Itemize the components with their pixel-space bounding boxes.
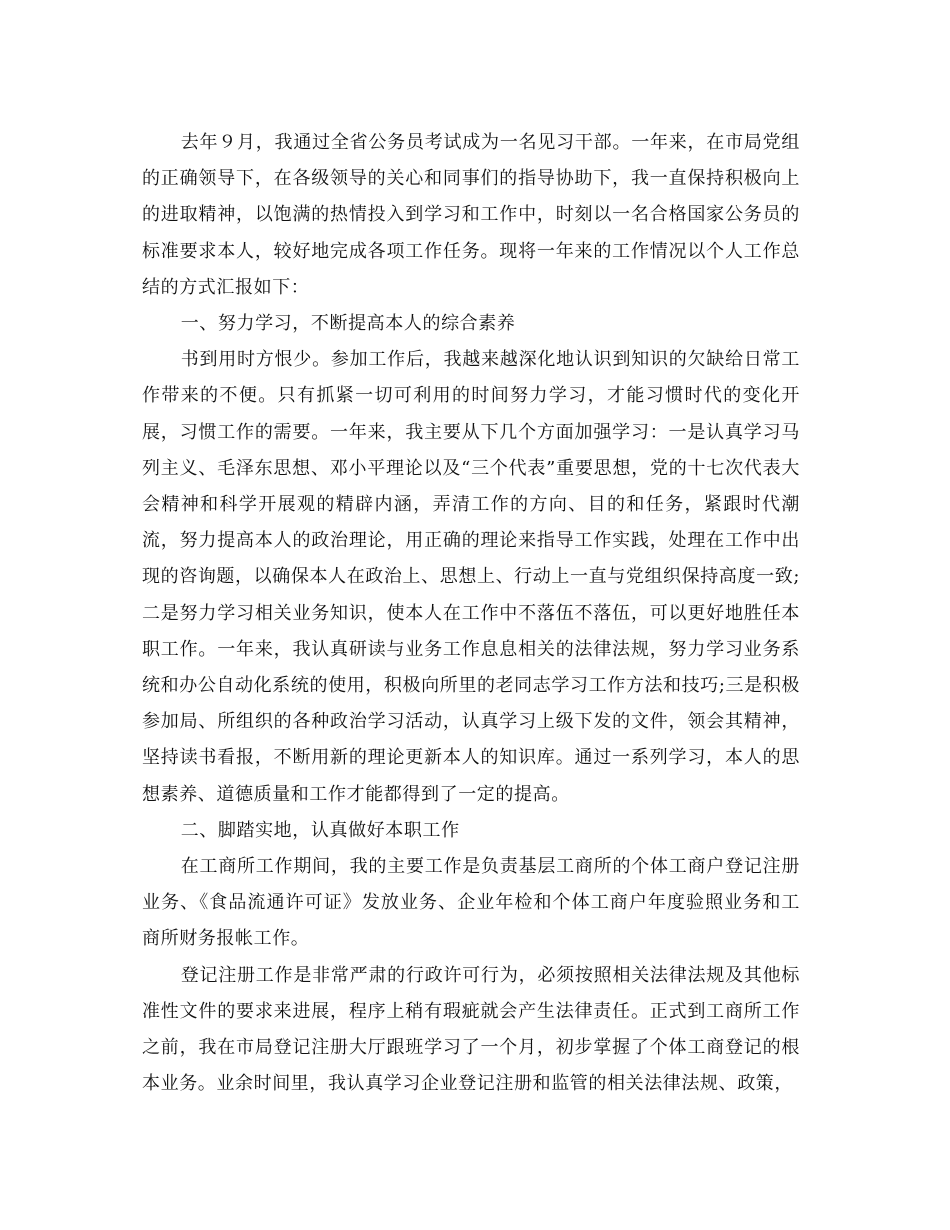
work-duties-paragraph: 在工商所工作期间，我的主要工作是负责基层工商所的个体工商户登记注册业务、《食品流通许可证》发放业务、企业年检和个体工商户年度验照业务和工商所财务报帐工作。 [142, 856, 800, 950]
study-paragraph: 书到用时方恨少。参加工作后，我越来越深化地认识到知识的欠缺给日常工作带来的不便。只有抓紧一切可利用的时间努力学习，才能习惯时代的变化开展，习惯工作的需要。一年来，我主要从下几个方面加强学习：一是认真学习马列主义、毛泽东思想、邓小平理论以及“三个代表”重要思想，党的十七次代表大会精神和科学开展观的精辟内涵，弄清工作的方向、目的和任务，紧跟时代潮流，努力提高本人的政治理论，用正确的理论来指导工作实践，处理在工作中出现的咨询题，以确保本人在政治上、思想上、行动上一直与党组织保持高度一致;二是努力学习相关业务知识，使本人在工作中不落伍不落伍，可以更好地胜任本职工作。一年来，我认真研读与业务工作息息相关的法律法规，努力学习业务系统和办公自动化系统的使用，积极向所里的老同志学习工作方法和技巧;三是积极参加局、所组织的各种政治学习活动，认真学习上级下发的文件，领会其精神，坚持读书看报，不断用新的理论更新本人的知识库。通过一系列学习，本人的思想素养、道德质量和工作才能都得到了一定的提高。 [142, 349, 800, 805]
section-heading-study: 一、努力学习，不断提高本人的综合素养 [180, 313, 516, 335]
intro-paragraph: 去年９月，我通过全省公务员考试成为一名见习干部。一年来，在市局党组的正确领导下，在各级领导的关心和同事们的指导协助下，我一直保持积极向上的进取精神，以饱满的热情投入到学习和工作中，时刻以一名合格国家公务员的标准要求本人，较好地完成各项工作任务。现将一年来的工作情况以个人工作总结的方式汇报如下： [142, 132, 800, 298]
section-heading-work: 二、脚踏实地，认真做好本职工作 [180, 819, 460, 841]
registration-paragraph: 登记注册工作是非常严肃的行政许可行为，必须按照相关法律法规及其他标准性文件的要求来进展，程序上稍有瑕疵就会产生法律责任。正式到工商所工作之前，我在市局登记注册大厅跟班学习了一个月，初步掌握了个体工商登记的根本业务。业余时间里，我认真学习企业登记注册和监管的相关法律法规、政策， [142, 964, 800, 1095]
document-body [142, 125, 800, 1102]
